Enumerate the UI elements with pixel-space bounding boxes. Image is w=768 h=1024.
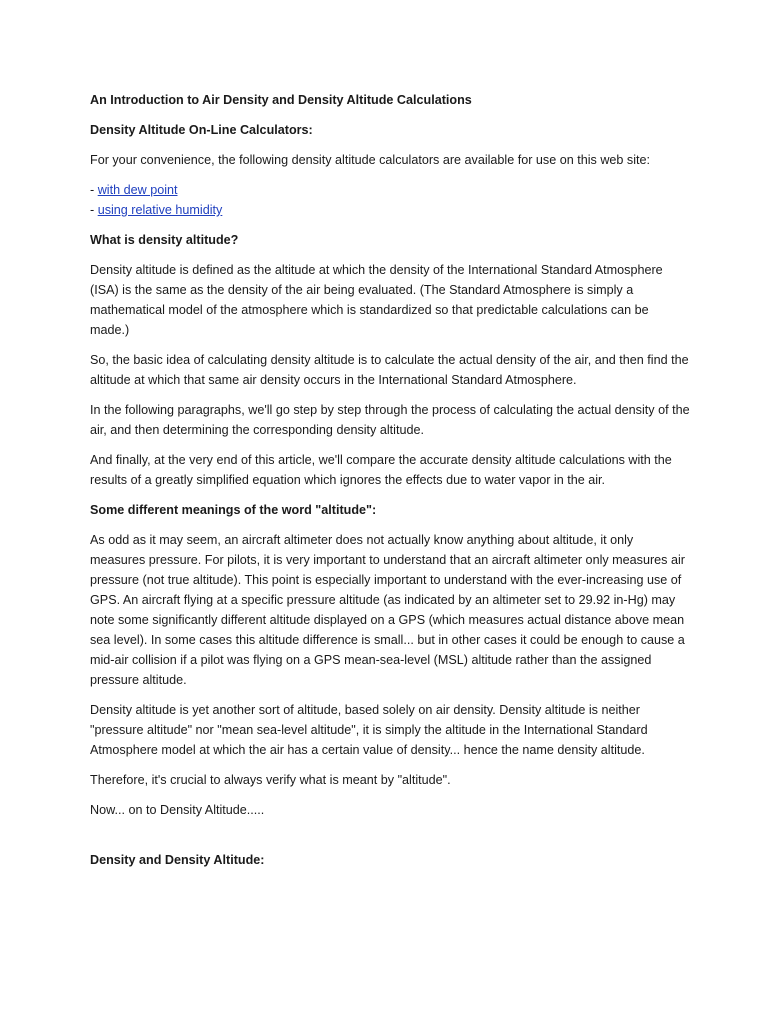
meanings-heading: Some different meanings of the word "altitude": [90, 503, 377, 517]
body-paragraph: As odd as it may seem, an aircraft altimeter does not actually know anything about altitude, it only measures pressure. For pilots, it is very important to understand that an aircraft altimeter only measures air pressure (not true altitude). This point is especially important to understand with the ever-increasing use of GPS. An aircraft flying at a specific pressure altitude (as indicated by an altimeter set to 29.92 in-Hg) may note some significantly different altitude displayed on a GPS (which measures actual distance above mean sea level). In some cases this altitude difference is small... but in other cases it could be enough to cause a mid-air collision if a pilot was flying on a GPS mean-sea-level (MSL) altitude rather than the assigned pressure altitude. [90, 533, 685, 687]
body-paragraph: And finally, at the very end of this article, we'll compare the accurate density altitude calculations with the results of a greatly simplified equation which ignores the effects due to water vapor in the air. [90, 453, 672, 487]
calculator-link-item [90, 200, 690, 220]
body-paragraph: Density altitude is yet another sort of altitude, based solely on air density. Density altitude is neither "pressure altitude" nor "mean sea-level altitude", it is simply the altitude in the International Standard Atmosphere model at which the air has a certain value of density... hence the name density altitude. [90, 703, 648, 757]
document-title: An Introduction to Air Density and Density Altitude Calculations [90, 93, 472, 107]
calculators-heading: Density Altitude On-Line Calculators: [90, 123, 313, 137]
body-paragraph: So, the basic idea of calculating density altitude is to calculate the actual density of the air, and then find the altitude at which that same air density occurs in the International Standard Atmosphere. [90, 353, 689, 387]
body-paragraph: Therefore, it's crucial to always verify what is meant by "altitude". [90, 773, 451, 787]
calculator-link-list [90, 180, 690, 220]
spacer [90, 830, 690, 850]
calculators-intro: For your convenience, the following density altitude calculators are available for use on this web site: [90, 153, 651, 167]
document-page [90, 90, 690, 880]
density-heading: Density and Density Altitude: [90, 853, 265, 867]
relative-humidity-calculator-link[interactable]: using relative humidity [97, 203, 223, 217]
what-is-heading: What is density altitude? [90, 233, 239, 247]
link-prefix: - [90, 183, 98, 197]
dew-point-calculator-link[interactable]: with dew point [97, 183, 178, 197]
body-paragraph: Density altitude is defined as the altitude at which the density of the International Standard Atmosphere (ISA) is the same as the density of the air being evaluated. (The Standard Atmosphere is simply a mathematical model of the atmosphere which is standardized so that predictable calculations can be made.) [90, 263, 663, 337]
body-paragraph: Now... on to Density Altitude..... [90, 803, 265, 817]
calculator-link-item [90, 180, 690, 200]
link-prefix: - [90, 203, 98, 217]
body-paragraph: In the following paragraphs, we'll go step by step through the process of calculating the actual density of the air, and then determining the corresponding density altitude. [90, 403, 690, 437]
